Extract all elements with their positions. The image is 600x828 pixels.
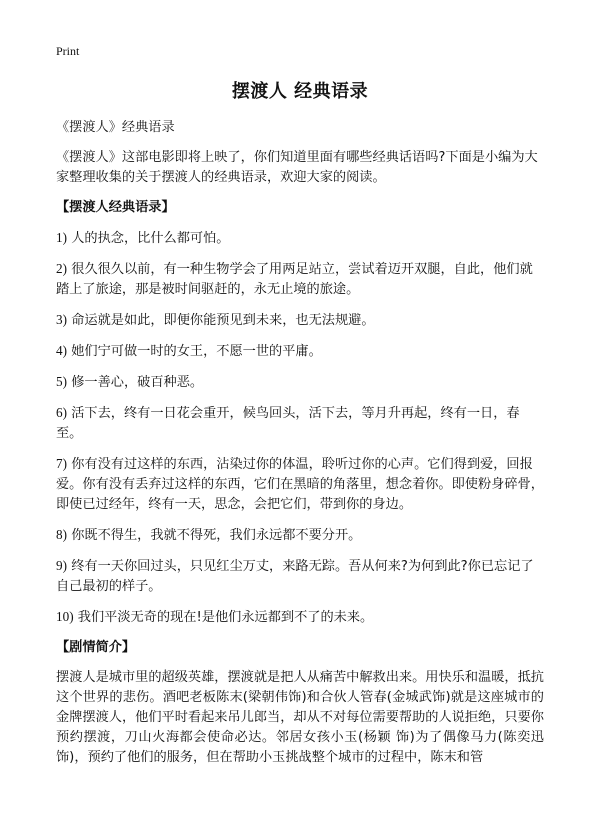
- quote-number: 3): [56, 312, 67, 327]
- quote-item: [56, 556, 544, 597]
- quote-text: 她们宁可做一时的女王，不愿一世的平庸。: [67, 344, 322, 359]
- quote-item: [56, 607, 544, 628]
- quote-item: [56, 341, 544, 362]
- quote-text: 很久很久以前，有一种生物学会了用两足站立，尝试着迈开双腿，自此，他们就踏上了旅途，那是被时间驱赶的，永无止境的旅途。: [56, 262, 533, 297]
- quote-number: 1): [56, 230, 67, 245]
- print-label: Print: [56, 44, 80, 58]
- quote-text: 修一善心，破百种恶。: [67, 375, 204, 390]
- intro-paragraph: 《摆渡人》这部电影即将上映了，你们知道里面有哪些经典话语吗?下面是小编为大家整理收集的关于摆渡人的经典语录，欢迎大家的阅读。: [56, 150, 538, 185]
- quote-text: 你有没有过这样的东西，沾染过你的体温，聆听过你的心声。它们得到爱，回报爱。你有没有丢弃过这样的东西，它们在黑暗的角落里，想念着你。即使粉身碎骨，即使已过经年，终有一天，思念，会把它们，带到你的身边。: [56, 457, 544, 512]
- quote-item: [56, 372, 544, 393]
- quote-item: [56, 310, 544, 331]
- quote-item: [56, 525, 544, 546]
- document-subtitle: 《摆渡人》经典语录: [56, 120, 175, 135]
- quote-number: 5): [56, 374, 67, 389]
- quote-text: 活下去，终有一日花会重开，候鸟回头，活下去，等月升再起，终有一日，春至。: [56, 406, 520, 441]
- quote-number: 2): [56, 261, 67, 276]
- quote-text: 我们平淡无奇的现在!是他们永远都到不了的未来。: [73, 610, 374, 625]
- quote-item: [56, 403, 544, 444]
- quote-number: 6): [56, 405, 67, 420]
- plot-section-heading: 【剧情简介】: [56, 640, 136, 655]
- quote-list: [56, 228, 544, 628]
- quote-number: 9): [56, 558, 67, 573]
- quote-item: [56, 259, 544, 300]
- quote-number: 7): [56, 456, 67, 471]
- quote-text: 你既不得生，我就不得死，我们永远都不要分开。: [67, 528, 362, 543]
- quote-text: 命运就是如此，即便你能预见到未来，也无法规避。: [67, 313, 375, 328]
- quote-number: 8): [56, 527, 67, 542]
- quote-item: [56, 454, 544, 515]
- quote-text: 人的执念，比什么都可怕。: [67, 231, 230, 246]
- quotes-section-heading: 【摆渡人经典语录】: [56, 200, 175, 215]
- document-title: 摆渡人 经典语录: [231, 81, 369, 102]
- quote-number: 10): [56, 609, 74, 624]
- plot-synopsis: 摆渡人是城市里的超级英雄，摆渡就是把人从痛苦中解救出来。用快乐和温暖，抵抗这个世界的悲伤。酒吧老板陈末(梁朝伟饰)和合伙人管春(金城武饰)就是这座城市的金牌摆渡人，他们平时看起来吊儿郎当，却从不对每位需要帮助的人说拒绝，只要你预约摆渡，刀山火海都会使命必达。邻居女孩小玉(杨颖 饰)为了偶像马力(陈奕迅饰)，预约了他们的服务，但在帮助小玉挑战整个城市的过程中，陈末和管: [56, 670, 544, 765]
- quote-item: [56, 228, 544, 249]
- quote-text: 终有一天你回过头，只见红尘万丈，来路无踪。吾从何来?为何到此?你已忘记了自己最初的样子。: [56, 559, 534, 594]
- quote-number: 4): [56, 343, 67, 358]
